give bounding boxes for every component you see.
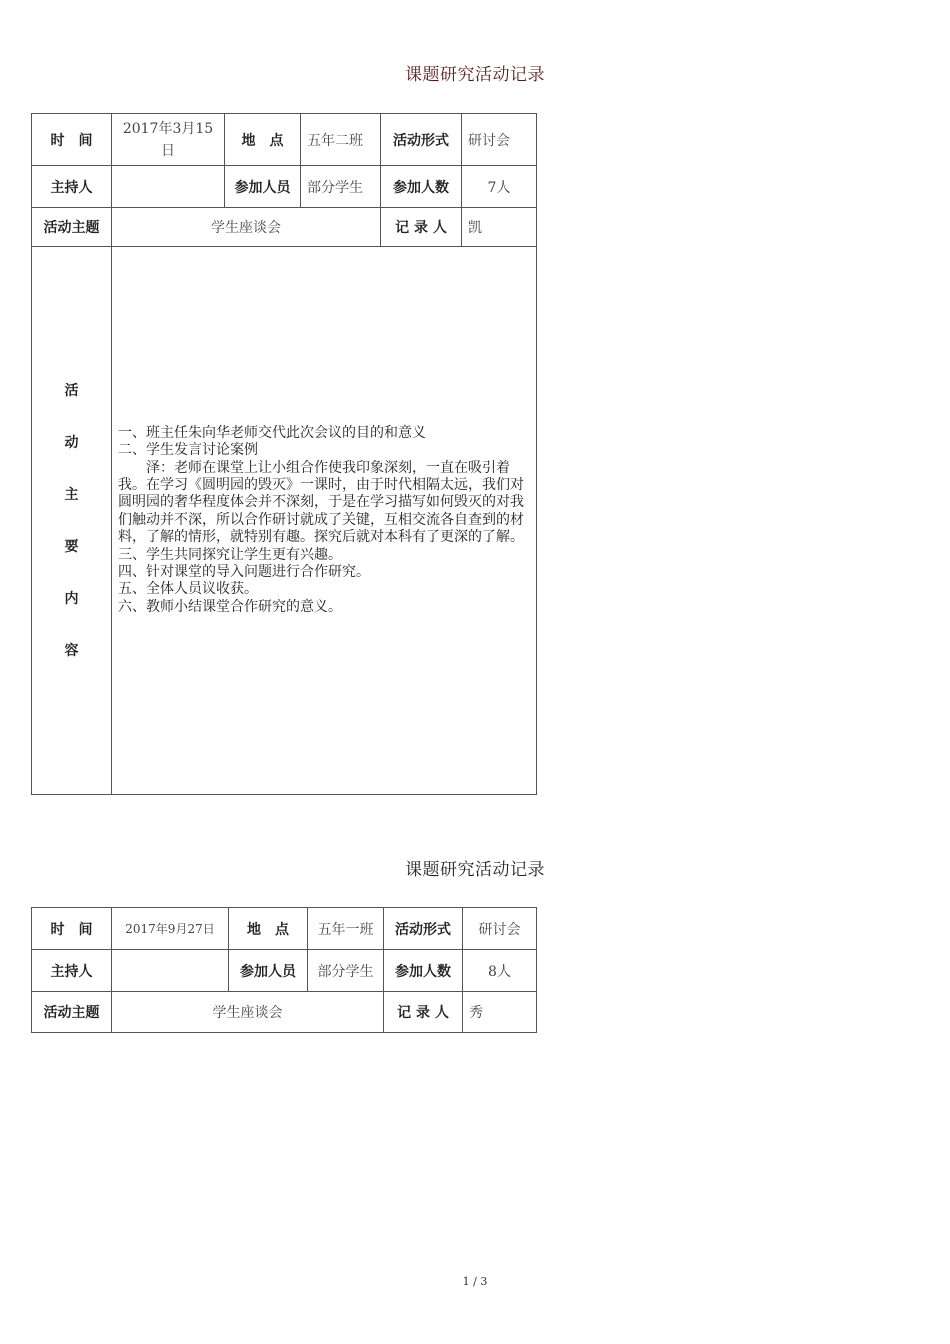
record1-title: 课题研究活动记录: [405, 65, 545, 85]
page-number: 1 / 3: [462, 1275, 488, 1288]
recorder-label: 记 录 人: [384, 992, 463, 1033]
content-line: 泽：老师在课堂上让小组合作使我印象深刻，一直在吸引着我。在学习《圆明园的毁灭》一课时，由于时代相隔太远，我们对圆明园的奢华程度体会并不深刻，于是在学习描写如何毁灭的对我们触动并不深，所以合作研讨就成了关键，互相交流各自查到的材料，了解的情形，就特别有趣。探究后就对本科有了更深的了解。: [118, 459, 524, 546]
record2-title: 课题研究活动记录: [405, 860, 545, 880]
content-line: 五、全体人员议收获。: [118, 581, 258, 598]
host-label: 主持人: [32, 950, 112, 992]
content-line: 三、学生共同探究让学生更有兴趣。: [118, 546, 342, 563]
content-body: [112, 247, 537, 795]
topic-label: 活动主题: [32, 208, 112, 247]
host-value: [112, 166, 225, 208]
content-label-char: 内: [64, 590, 79, 607]
topic-label: 活动主题: [32, 992, 112, 1033]
participants-label: 参加人员: [225, 166, 301, 208]
host-label: 主持人: [32, 166, 112, 208]
form-label: 活动形式: [384, 908, 463, 950]
content-line: 六、教师小结课堂合作研究的意义。: [118, 598, 342, 615]
time-label: 时 间: [32, 908, 112, 950]
content-line: 二、学生发言讨论案例: [118, 442, 258, 459]
recorder-value: 秀: [463, 992, 537, 1033]
time-label: 时 间: [32, 114, 112, 166]
content-line: 四、针对课堂的导入问题进行合作研究。: [118, 564, 370, 581]
form-value: 研讨会: [462, 114, 537, 166]
count-value: 8人: [463, 950, 537, 992]
place-label: 地 点: [229, 908, 308, 950]
content-label-char: 容: [64, 642, 79, 659]
place-label: 地 点: [225, 114, 301, 166]
recorder-value: 凯: [462, 208, 537, 247]
content-label-char: 动: [64, 434, 79, 451]
participants-label: 参加人员: [229, 950, 308, 992]
participants-value: 部分学生: [308, 950, 384, 992]
time-value: 2017年3月15日: [112, 114, 225, 166]
participants-value: 部分学生: [301, 166, 381, 208]
content-label-char: 要: [64, 538, 79, 555]
record1-table: [31, 113, 537, 795]
record2-table: [31, 907, 537, 1033]
place-value: 五年二班: [301, 114, 381, 166]
count-label: 参加人数: [381, 166, 462, 208]
form-label: 活动形式: [381, 114, 462, 166]
topic-value: 学生座谈会: [112, 992, 384, 1033]
recorder-label: 记 录 人: [381, 208, 462, 247]
content-label-char: 活: [64, 382, 79, 399]
content-label: [32, 247, 112, 795]
count-label: 参加人数: [384, 950, 463, 992]
form-value: 研讨会: [463, 908, 537, 950]
host-value: [112, 950, 229, 992]
place-value: 五年一班: [308, 908, 384, 950]
topic-value: 学生座谈会: [112, 208, 381, 247]
content-line: 一、班主任朱向华老师交代此次会议的目的和意义: [118, 424, 426, 441]
time-value: 2017年9月27日: [112, 908, 229, 950]
content-label-char: 主: [64, 486, 79, 503]
count-value: 7人: [462, 166, 537, 208]
